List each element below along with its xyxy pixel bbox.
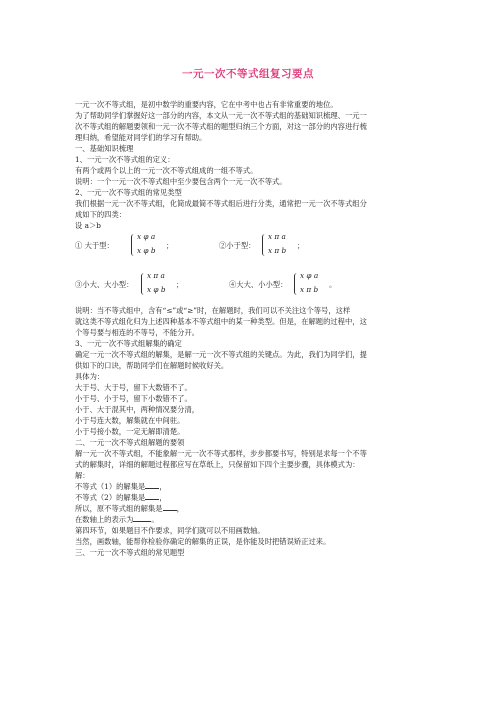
intro-line: 为了帮助同学们掌握好这一部分的内容，本文从一元一次不等式组的基础知识梳理、一元一 [75,111,367,120]
step-line: 不等式（2）的解集是 ， [75,493,167,502]
section-heading: 三、一元一次不等式组的常见题型 [75,548,185,557]
step-line: 不等式（1）的解集是 ， [75,482,167,491]
rule-line: 小于号接小数，一定无解即清楚。 [75,427,185,436]
type-label-1: ① 大于型： [75,241,114,250]
answer-blank [145,493,159,500]
body-text: 我们根据一元一次不等式组，化简成最简不等式组后进行分类，通常把一元一次不等式组分 [75,199,367,208]
inequality-line: x π a [147,271,165,280]
brace-icon [141,273,146,295]
body-text: 成如下的四类： [75,210,127,219]
rule-line: 小于号、小于号，留下小数错不了。 [75,394,192,403]
body-text: 当然，画数轴，能帮你检验你确定的解集的正误，是你能及时把错误矫正过来。 [75,537,331,546]
body-text: 个等号要与相连的不等号，不能分开。 [75,328,200,337]
inequality-line: x φ a [300,271,319,280]
type-label-2: ②小于型： [219,241,256,250]
subsection-heading: 2、一元一次不等式组的常见类型 [75,188,182,197]
type-label-4: ④大大、小小型： [229,280,288,289]
assumption-text: 设 a＞b [75,221,101,230]
body-text: 供如下的口诀，帮助同学们在解题时候收好关。 [75,361,229,370]
body-text: 解一元一次不等式组，不能象解一元一次不等式那样，步步都要书写，特别是求每一个不等 [75,449,367,458]
intro-line: 次不等式组的解题要领和一元一次不等式组的题型归纳三个方面，对这一部分的内容进行梳 [75,122,367,131]
intro-line: 理归纳，希望能对同学们的学习有帮助。 [75,133,207,142]
subsection-heading: 3、一元一次不等式组解集的确定 [75,339,182,348]
body-text: 就这类不等式组化归为上述四种基本不等式组中的某一种类型。但是，在解题的过程中，这 [75,317,367,326]
inequality-line: x φ a [137,232,156,241]
type-end: 。 [329,280,337,289]
type-end: ； [166,241,174,250]
section-heading: 一、基础知识梳理 [75,144,134,153]
step-line: 所以，原不等式组的解集是 ， [75,504,184,513]
body-text: 式的解集时，详细的解题过程都应写在草纸上，只保留如下四个主要步骤，具体模式为： [75,460,360,469]
note-text: 说明：一个一元一次不等式组中至少要包含两个一元一次不等式。 [75,177,287,186]
intro-line: 一元一次不等式组，是初中数学的重要内容，它在中考中也占有非常重要的地位。 [75,100,338,109]
answer-blank [133,515,151,522]
step-line: 在数轴上的表示为 。 [75,515,159,524]
type-end: ； [176,280,184,289]
section-heading: 二、一元一次不等式组解题的要领 [75,438,185,447]
page-title: 一元一次不等式组复习要点 [182,68,314,80]
rule-line: 小于、大于混其中，两种情况要分清， [75,405,200,414]
inequality-line: x π b [300,285,319,294]
body-text: 确定一元一次不等式组的解集，是解一元一次不等式组的关键点。为此，我们为同学们，提 [75,350,367,359]
brace-icon [131,234,136,256]
inequality-line: x φ b [137,246,156,255]
inequality-line: x φ b [147,285,166,294]
inequality-line: x π a [268,232,286,241]
rule-line: 大于号、大于号，留下大数错不了。 [75,383,192,392]
type-end: ； [297,241,305,250]
rule-line: 小于号连大数，解集就在中间驻。 [75,416,185,425]
type-label-3: ③小大、大小型： [75,280,134,289]
body-text: 解： [75,471,90,480]
body-text: 说明：当不等式组中，含有“≤”或“≥”时，在解题时，我们可以不关注这个等号，这样 [75,306,351,315]
brace-icon [262,234,267,256]
answer-blank [145,482,159,489]
answer-blank [163,504,177,511]
subsection-heading: 1、一元一次不等式组的定义： [75,155,175,164]
inequality-line: x π b [268,246,287,255]
definition-text: 有两个或两个以上的一元一次不等式组成的一组不等式。 [75,166,258,175]
body-text: 第四环节，如果题目不作要求，同学们就可以不用画数轴。 [75,526,265,535]
brace-icon [294,273,299,295]
body-text: 具体为： [75,372,105,381]
